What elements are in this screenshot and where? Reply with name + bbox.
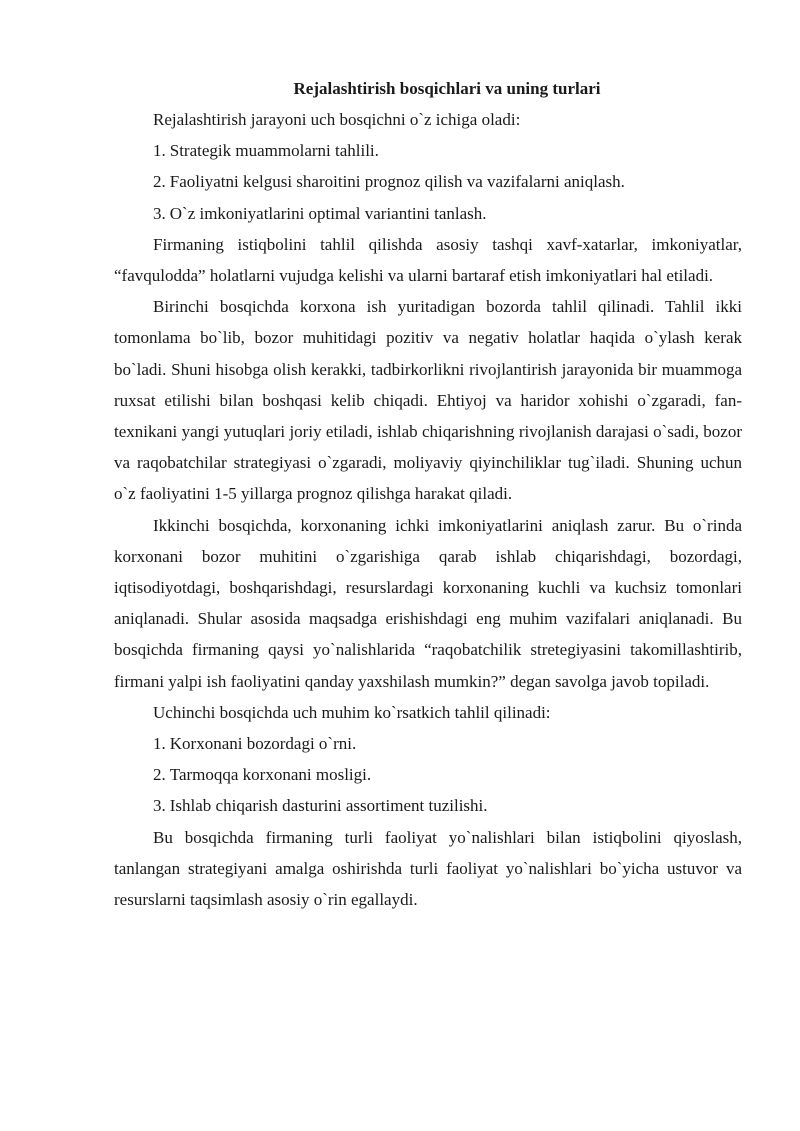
third-stage-intro: Uchinchi bosqichda uch muhim ko`rsatkich tahlil qilinadi: [153, 702, 551, 722]
document-page [114, 74, 742, 915]
firm-paragraph: Firmaning istiqbolini tahlil qilishda asosiy tashqi xavf-xatarlar, imkoniyatlar, “favqulodda” holatlarni vujudga kelishi va ularni bartaraf etish imkoniyatlari hal etiladi. [114, 234, 742, 286]
list-text: Korxonani bozordagi o`rni. [169, 734, 357, 754]
first-stage-paragraph: Birinchi bosqichda korxona ish yuritadigan bozorda tahlil qilinadi. Tahlil ikki tomonlama bo`lib, bozor muhitidagi pozitiv va negativ holatlar haqida o`ylash kerak bo`ladi. Shuni hisobga olish kerakki, tadbirkorlikni rivojlantirish jarayonida bir muammoga ruxsat etilishi bilan boshqasi kelib chiqadi. Ehtiyoj va haridor xohishi o`zgaradi, fan-texnikani yangi yutuqlari joriy etiladi, ishlab chiqarishning rivojlanish darajasi o`sadi, bozor va raqobatchilar strategiyasi o`zgaradi, moliyaviy qiyinchiliklar tug`iladi. Shuning uchun o`z faoliyatini 1-5 yillarga prognoz qilishga harakat qiladi. [114, 297, 742, 504]
stage-item-2 [114, 166, 742, 197]
document-title: Rejalashtirish bosqichlari va uning turlari [293, 79, 601, 98]
list-text: Tarmoqqa korxonani mosligi. [169, 765, 372, 785]
indicator-item-3 [114, 790, 742, 821]
second-stage-paragraph: Ikkinchi bosqichda, korxonaning ichki imkoniyatlarini aniqlash zarur. Bu o`rinda korxonani bozor muhitini o`zgarishiga qarab ishlab chiqarishdagi, bozordagi, iqtisodiyotdagi, boshqarishdagi, resurslardagi korxonaning kuchli va kuchsiz tomonlari aniqlanadi. Shular asosida maqsadga erishishdagi eng muhim vazifalari aniqlanadi. Bu bosqichda firmaning qaysi yo`nalishlarida “raqobatchilik stretegiyasini takomillashtirib, firmani yalpi ish faoliyatini qanday yaxshilash mumkin?” degan savolga javob topiladi. [114, 515, 742, 691]
list-text: Ishlab chiqarish dasturini assortiment tuzilishi. [169, 796, 488, 816]
intro-paragraph: Rejalashtirish jarayoni uch bosqichni o`z ichiga oladi: [153, 110, 521, 129]
indicator-item-1 [114, 728, 742, 759]
stage-item-3 [114, 198, 742, 229]
list-number: 2. [153, 172, 166, 192]
list-text: O`z imkoniyatlarini optimal variantini tanlash. [169, 203, 487, 223]
indicator-item-2 [114, 759, 742, 790]
list-text: Strategik muammolarni tahlili. [169, 141, 379, 161]
list-text: Faoliyatni kelgusi sharoitini prognoz qilish va vazifalarni aniqlash. [169, 172, 625, 192]
list-number: 3. [153, 796, 166, 816]
stage-item-1 [114, 135, 742, 166]
list-number: 2. [153, 765, 166, 785]
list-number: 1. [153, 141, 166, 161]
list-number: 3. [153, 203, 166, 223]
list-number: 1. [153, 734, 166, 754]
final-paragraph: Bu bosqichda firmaning turli faoliyat yo`nalishlari bilan istiqbolini qiyoslash, tanlangan strategiyani amalga oshirishda turli faoliyat yo`nalishlari bo`yicha ustuvor va resurslarni taqsimlash asosiy o`rin egallaydi. [114, 827, 742, 910]
